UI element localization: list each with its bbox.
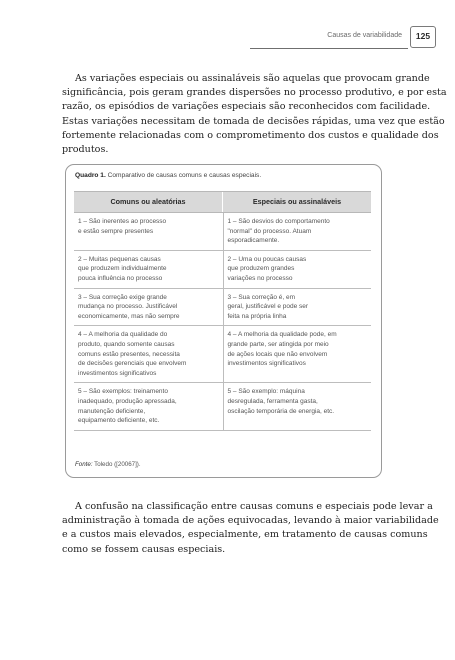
paragraph-line: A confusão na classificação entre causas comuns e especiais pode levar a <box>75 501 433 512</box>
cell-line: 5 – São exemplo: máquina <box>227 388 305 396</box>
cell-line: 4 – A melhoria da qualidade pode, em <box>227 331 337 339</box>
table-row <box>74 251 371 289</box>
cell-line: grande parte, ser atingida por meio <box>227 340 329 348</box>
cell-line: oscilação temporária de energia, etc. <box>227 407 335 415</box>
cell-line: manutenção deficiente, <box>78 407 146 415</box>
comparison-box <box>65 164 382 478</box>
cell-line: 2 – Uma ou poucas causas <box>227 255 307 263</box>
cell-common-cause <box>74 213 223 250</box>
header-rule <box>250 48 408 49</box>
paragraph-line: fortemente relacionadas com o comprometimento dos custos e qualidade dos <box>62 129 439 141</box>
table-row <box>74 326 371 383</box>
intro-paragraph <box>62 72 447 157</box>
cell-line: e estão sempre presentes <box>78 227 154 235</box>
source-note <box>75 461 141 468</box>
page-number-box <box>410 26 436 48</box>
cell-special-cause <box>223 251 372 288</box>
caption-label: Quadro 1. <box>75 172 106 179</box>
cell-line: produto, quando somente causas <box>78 340 175 348</box>
running-header-title: Causas de variabilidade <box>327 32 402 39</box>
cell-common-cause <box>74 383 223 429</box>
cell-line: mudança no processo. Justificável <box>78 303 178 311</box>
cell-common-cause <box>74 289 223 326</box>
source-text: Toledo ([20067]). <box>92 461 141 468</box>
cell-common-cause <box>74 251 223 288</box>
paragraph-line: como se fossem causas especiais. <box>62 543 226 555</box>
caption-text: Comparativo de causas comuns e causas especiais. <box>105 172 262 179</box>
paragraph-line: As variações especiais ou assinaláveis são aquelas que provocam grande <box>75 73 430 84</box>
cell-line: 5 – São exemplos: treinamento <box>78 388 168 396</box>
cell-line: inadequado, produção apressada, <box>78 397 177 405</box>
cell-line: desregulada, ferramenta gasta, <box>227 397 318 405</box>
cell-line: "normal" do processo. Atuam <box>227 227 312 235</box>
cell-line: investimentos significativos <box>227 360 306 368</box>
cell-special-cause <box>223 383 372 429</box>
cell-special-cause <box>223 213 372 250</box>
cell-line: geral, justificável e pode ser <box>227 303 309 311</box>
table-row <box>74 383 371 430</box>
table-row <box>74 213 371 251</box>
cell-line: de ações locais que não envolvem <box>227 350 328 358</box>
cell-line: 1 – São inerentes ao processo <box>78 218 167 225</box>
closing-paragraph <box>62 500 439 557</box>
comparison-table <box>74 191 371 431</box>
cell-line: feita na própria linha <box>227 312 287 320</box>
cell-line: 1 – São desvios do comportamento <box>227 218 330 225</box>
table-row <box>74 289 371 327</box>
cell-line: esporadicamente. <box>227 237 280 245</box>
cell-line: de decisões gerenciais que envolvem <box>78 360 187 368</box>
source-label: Fonte: <box>75 461 93 468</box>
cell-line: pouca influência no processo <box>78 274 163 282</box>
cell-common-cause <box>74 326 223 382</box>
cell-line: investimentos significativos <box>78 369 157 377</box>
paragraph-line: administração à tomada de ações equivocadas, levando à maior variabilidade <box>62 515 439 527</box>
cell-line: 3 – Sua correção é, em <box>227 293 296 301</box>
cell-special-cause <box>223 326 372 382</box>
cell-line: comuns estão presentes, necessita <box>78 350 180 358</box>
paragraph-line: e a custos mais elevados, especialmente, em tratamento de causas comuns <box>62 529 428 541</box>
cell-line: 3 – Sua correção exige grande <box>78 293 167 301</box>
cell-line: 2 – Muitas pequenas causas <box>78 255 161 263</box>
paragraph-line: Estas variações necessitam de tomada de decisões rápidas, uma vez que estão <box>62 115 445 127</box>
column-header-common: Comuns ou aleatórias <box>110 197 186 206</box>
table-header <box>74 191 371 213</box>
paragraph-line: significância, pois geram grandes dispersões no processo produtivo, e por esta <box>62 87 447 99</box>
cell-line: variações no processo <box>227 274 293 282</box>
paragraph-line: razão, os episódios de variações especiais são reconhecidos com facilidade. <box>62 101 431 113</box>
cell-special-cause <box>223 289 372 326</box>
cell-line: economicamente, mas não sempre <box>78 312 180 320</box>
cell-line: equipamento deficiente, etc. <box>78 417 160 425</box>
paragraph-line: produtos. <box>62 144 109 156</box>
page-number: 125 <box>415 31 431 41</box>
table-body <box>74 213 371 431</box>
cell-line: que produzem grandes <box>227 265 295 273</box>
cell-line: 4 – A melhoria da qualidade do <box>78 331 168 339</box>
cell-line: que produzem individualmente <box>78 265 167 273</box>
box-caption <box>75 172 261 179</box>
column-header-special: Especiais ou assinaláveis <box>222 192 371 212</box>
